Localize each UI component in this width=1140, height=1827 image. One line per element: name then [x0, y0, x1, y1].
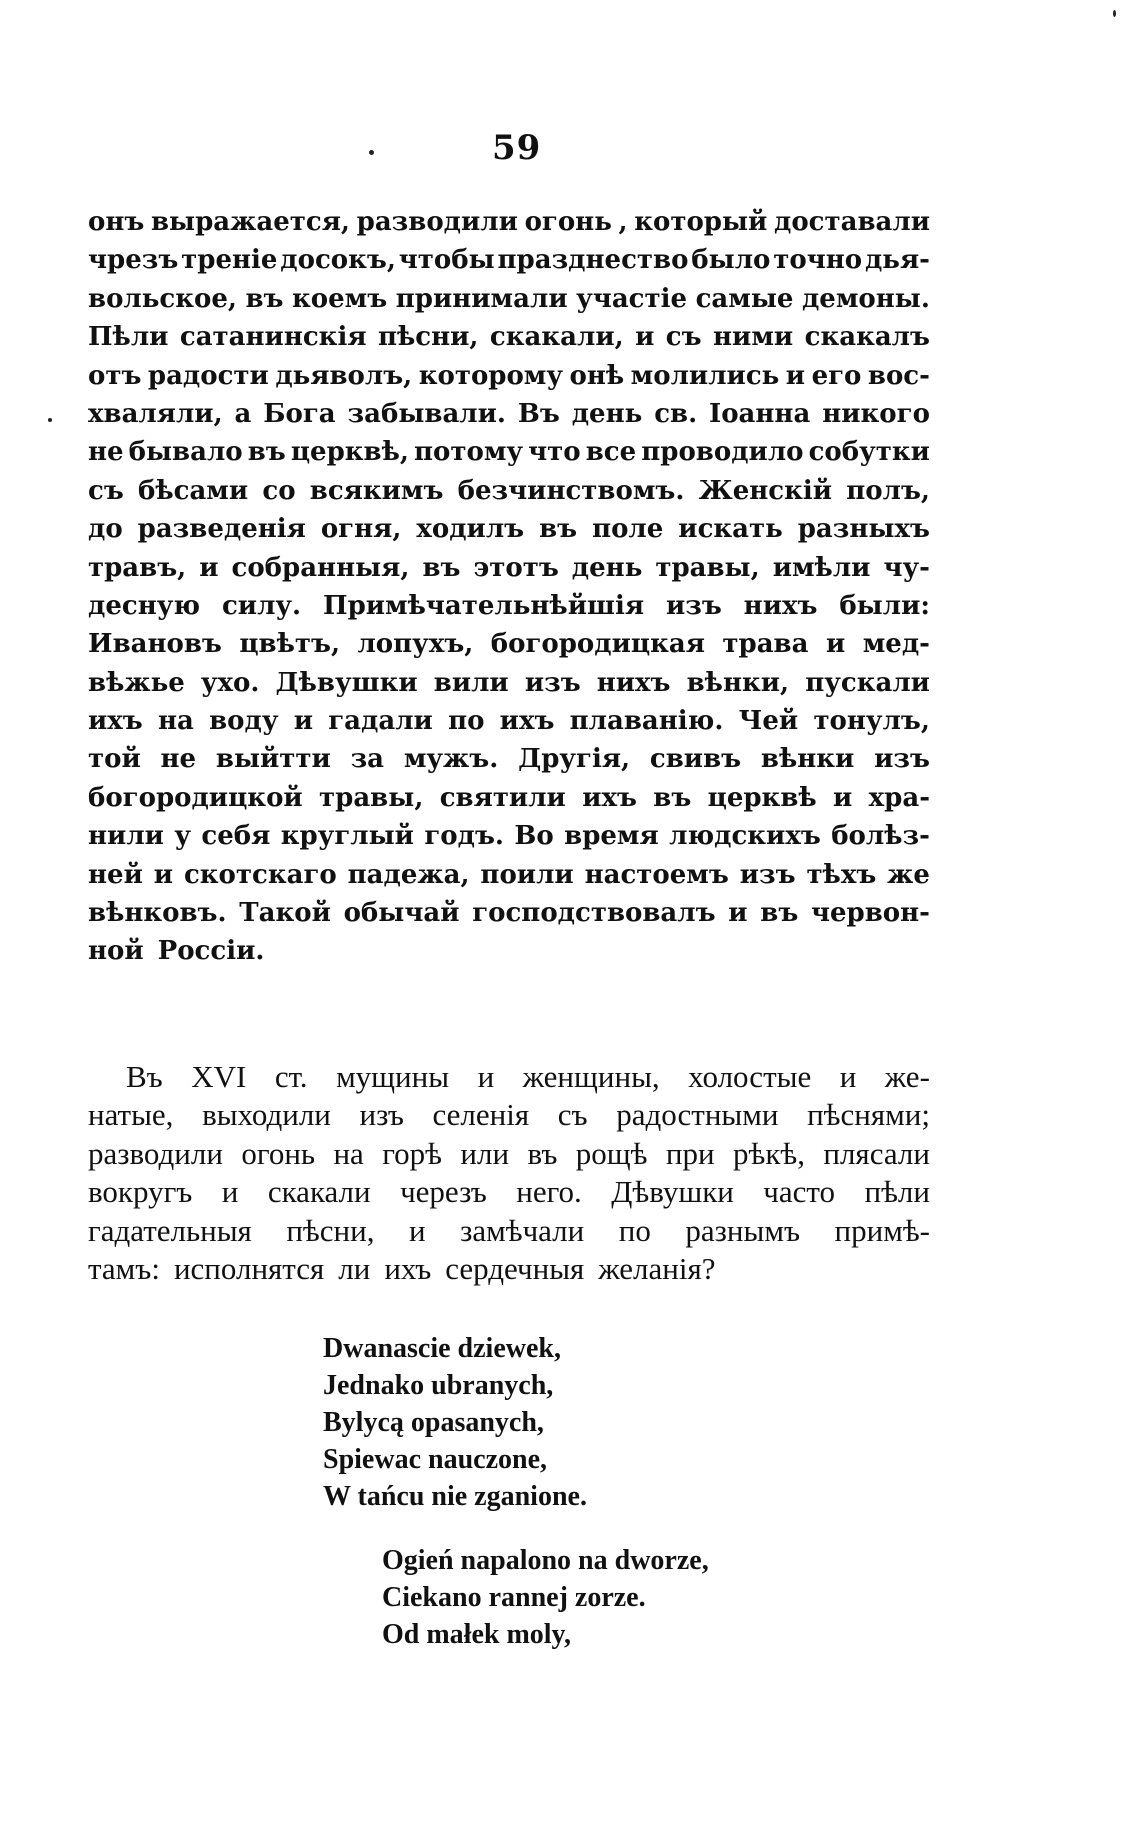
word: ней — [88, 859, 143, 890]
word: поле — [592, 514, 664, 545]
word: плаванію. — [569, 706, 724, 737]
word: него. — [516, 1174, 582, 1210]
word: по — [618, 1212, 651, 1248]
word: Іоанна — [709, 398, 811, 429]
text-line — [88, 549, 930, 587]
word: мужъ. — [403, 744, 499, 775]
text-line — [88, 1173, 930, 1211]
word: разныхъ — [797, 514, 930, 545]
word: безчинствомъ. — [457, 475, 685, 506]
text-line — [88, 587, 930, 625]
word: изъ — [739, 859, 796, 890]
word: который — [634, 207, 768, 237]
word: Дѣвушки — [275, 667, 418, 698]
word: и — [833, 782, 853, 813]
word: разводили — [356, 207, 518, 237]
word: онъ — [88, 207, 145, 237]
word: радостными — [616, 1097, 779, 1133]
word: трава — [722, 629, 809, 660]
word: огонь — [241, 1135, 316, 1171]
word: цвѣтъ, — [239, 629, 340, 660]
text-line — [88, 932, 930, 970]
text-line — [88, 664, 930, 702]
word: было — [691, 245, 771, 276]
word: ходилъ — [416, 514, 525, 545]
word: той — [88, 744, 141, 775]
word: скакали — [267, 1174, 371, 1210]
text-line — [88, 1135, 930, 1173]
word: же- — [884, 1059, 930, 1094]
word: никого — [822, 398, 930, 429]
word: и — [221, 1174, 239, 1210]
word: плясали — [823, 1135, 930, 1171]
verse-line: Jednako ubranych, — [323, 1370, 554, 1401]
word: вѣнки — [760, 744, 855, 775]
word: у — [174, 821, 191, 852]
word: и — [153, 859, 174, 890]
word: десную — [88, 590, 201, 621]
word: доставали — [774, 207, 930, 237]
word: рощѣ — [575, 1135, 648, 1171]
word: ними — [713, 322, 794, 353]
word: и — [728, 898, 748, 929]
verse-line: Od małek moly, — [382, 1619, 572, 1650]
word: черезъ — [400, 1174, 487, 1210]
word: ихъ — [582, 782, 637, 813]
verse-line: Dwanascie dziewek, — [323, 1333, 561, 1364]
word: тонулъ, — [813, 706, 930, 737]
word: Женскій — [698, 475, 833, 506]
word: бѣсами — [137, 475, 249, 506]
word: которому — [418, 360, 564, 391]
verse-line: Ciekano rannej zorze. — [382, 1582, 646, 1613]
word: церквѣ — [707, 782, 817, 813]
word: себя — [201, 821, 271, 852]
word: разводили — [88, 1135, 223, 1171]
word: огня, — [320, 514, 402, 545]
word: въ — [422, 552, 461, 583]
text-line — [88, 856, 930, 894]
word: при — [665, 1135, 715, 1171]
word: вѣжье — [88, 667, 185, 698]
word: точно — [773, 245, 863, 276]
word: не — [88, 437, 124, 468]
text-line — [88, 702, 930, 740]
word: празднество — [497, 245, 689, 276]
word: травы, — [655, 552, 760, 583]
word: и — [293, 706, 314, 737]
word: вос- — [867, 360, 930, 391]
word: до — [88, 514, 123, 545]
verse-line: W tańcu nie zganione. — [323, 1481, 587, 1512]
word: господствовалъ — [472, 898, 716, 929]
word: чтобы — [398, 245, 495, 276]
word: разнымъ — [685, 1212, 800, 1248]
word: Пѣли — [88, 322, 169, 353]
word: нихъ — [596, 667, 671, 698]
word: за — [350, 744, 385, 775]
word: на — [333, 1135, 364, 1171]
word: демоны. — [801, 283, 930, 314]
word: пѣснями; — [807, 1097, 930, 1133]
word: съ — [557, 1097, 588, 1133]
word: свивъ — [649, 744, 742, 775]
word: Чей — [738, 706, 799, 737]
word: дья- — [864, 245, 930, 276]
word: чу- — [883, 552, 930, 583]
word: пускали — [805, 667, 930, 698]
word: что — [528, 437, 581, 468]
word: собутки — [808, 437, 930, 468]
word: Такой — [239, 898, 331, 929]
word: Другія, — [518, 744, 631, 775]
word: тамъ: — [88, 1250, 160, 1286]
word: примѣ- — [834, 1212, 930, 1248]
text-line — [88, 740, 930, 778]
word: пѣли — [864, 1174, 930, 1210]
word: и — [635, 322, 655, 353]
word: чрезъ — [88, 245, 179, 276]
word: св. — [654, 398, 698, 429]
word: дьяволъ, — [275, 360, 413, 391]
word: на — [157, 706, 194, 737]
word: или — [460, 1135, 510, 1171]
word: этотъ — [473, 552, 559, 583]
word: натые, — [88, 1097, 174, 1133]
word: ст. — [274, 1059, 308, 1094]
verse-line: Bylycą opasanych, — [323, 1407, 544, 1438]
word: все — [585, 437, 637, 468]
word: отъ — [88, 360, 142, 391]
word: скотскаго — [183, 859, 337, 890]
word: Россіи. — [157, 936, 265, 967]
word: Въ — [126, 1059, 163, 1094]
word: онѣ — [569, 360, 625, 391]
text-line — [88, 472, 930, 510]
word: треніе — [181, 245, 278, 276]
word: были: — [839, 590, 930, 621]
word: съ — [88, 475, 124, 506]
word: гадательныя — [88, 1212, 252, 1248]
word: по — [448, 706, 485, 737]
word: холостые — [688, 1059, 812, 1094]
word: рѣкѣ, — [732, 1135, 805, 1171]
word: скакали, — [489, 322, 624, 353]
word: богородицкой — [88, 782, 303, 813]
paragraph-1 — [88, 203, 930, 971]
word: мед- — [862, 629, 930, 660]
text-line — [88, 1096, 930, 1134]
ink-speck — [48, 418, 52, 422]
word: забывали. — [347, 398, 506, 429]
word: изъ — [874, 744, 930, 775]
word: время — [564, 821, 659, 852]
word: поили — [480, 859, 574, 890]
word: хваляли, — [88, 398, 223, 429]
word: въ — [247, 437, 286, 468]
word: церквѣ, — [290, 437, 409, 468]
word: женщины, — [522, 1059, 660, 1094]
word: горѣ — [382, 1135, 442, 1171]
word: вѣнки, — [686, 667, 790, 698]
word: гадали — [328, 706, 433, 737]
text-line — [88, 241, 930, 279]
word: выйтти — [215, 744, 331, 775]
text-line — [88, 203, 930, 241]
verse-stanza-2 — [382, 1542, 709, 1653]
text-line — [88, 894, 930, 932]
word: изъ — [665, 590, 722, 621]
word: съ — [665, 322, 702, 353]
word: вольское, — [88, 283, 237, 314]
text-line — [88, 433, 930, 471]
word: выражается, — [150, 207, 350, 237]
word: селенія — [432, 1097, 530, 1133]
word: коемъ — [292, 283, 388, 314]
word: нили — [88, 821, 164, 852]
text-line — [88, 779, 930, 817]
word: искать — [678, 514, 783, 545]
word: огонь — [524, 207, 612, 237]
word: нихъ — [743, 590, 818, 621]
word: Примѣчательнѣйшія — [323, 590, 645, 621]
word: Во — [514, 821, 554, 852]
text-line — [88, 280, 930, 318]
word: а — [234, 398, 252, 429]
ink-speck — [1113, 10, 1116, 17]
word: его — [811, 360, 862, 391]
word: въ — [527, 1135, 558, 1171]
text-line — [88, 510, 930, 548]
text-line — [88, 1250, 930, 1288]
word: пѣсни, — [377, 322, 479, 353]
word: скакалъ — [804, 322, 930, 353]
word: пѣсни, — [286, 1212, 375, 1248]
word: со — [262, 475, 296, 506]
word: травъ, — [88, 552, 187, 583]
text-line — [88, 1212, 930, 1250]
word: травы, — [319, 782, 424, 813]
word: не — [160, 744, 197, 775]
word: болѣз- — [831, 821, 930, 852]
word: ной — [88, 936, 144, 967]
word: въ — [653, 782, 692, 813]
word: богородицкая — [490, 629, 705, 660]
word: въ — [539, 514, 578, 545]
word: ихъ — [88, 706, 143, 737]
word: желанія? — [598, 1250, 716, 1286]
paragraph-2 — [88, 1058, 930, 1288]
word: сердечныя — [445, 1250, 585, 1286]
word: людскихъ — [669, 821, 821, 852]
word: день — [571, 398, 643, 429]
word: имѣли — [772, 552, 871, 583]
word: разведенія — [137, 514, 306, 545]
word: XVI — [191, 1059, 247, 1094]
text-line — [88, 395, 930, 433]
word: святили — [439, 782, 566, 813]
word: собранныя, — [231, 552, 410, 583]
word: изъ — [359, 1097, 404, 1133]
word: годъ. — [424, 821, 504, 852]
word: ли — [338, 1250, 371, 1286]
word: въ — [245, 283, 284, 314]
word: замѣчали — [460, 1212, 585, 1248]
word: настоемъ — [584, 859, 729, 890]
word: день — [571, 552, 643, 583]
word: силу. — [221, 590, 302, 621]
text-line — [88, 817, 930, 855]
word: же — [887, 859, 930, 890]
verse-stanza-1 — [323, 1330, 587, 1515]
word: проводило — [641, 437, 804, 468]
verse-line: Ogień napalono na dworze, — [382, 1545, 709, 1576]
word: вокругъ — [88, 1174, 193, 1210]
word: полъ, — [846, 475, 930, 506]
word: и — [408, 1212, 426, 1248]
word: и — [839, 1059, 857, 1094]
word: обычай — [343, 898, 460, 929]
word: и — [785, 360, 806, 391]
word: Ивановъ — [88, 629, 222, 660]
word: изъ — [524, 667, 581, 698]
text-line — [88, 318, 930, 356]
word: часто — [763, 1174, 836, 1210]
word: и — [477, 1059, 495, 1094]
word: вѣнковъ. — [88, 898, 227, 929]
word: исполнятся — [173, 1250, 325, 1286]
word: лопухъ, — [357, 629, 474, 660]
word: принимали — [395, 283, 568, 314]
text-line — [88, 625, 930, 663]
word: вили — [433, 667, 509, 698]
text-line — [88, 357, 930, 395]
word: круглый — [280, 821, 414, 852]
word: Бога — [263, 398, 336, 429]
ink-speck — [369, 150, 374, 155]
word: радости — [147, 360, 269, 391]
page-number: 59 — [492, 128, 542, 168]
word: ухо. — [200, 667, 260, 698]
word: бывало — [128, 437, 243, 468]
word: досокъ, — [280, 245, 396, 276]
word: въ — [760, 898, 799, 929]
word: червон- — [810, 898, 930, 929]
word: воду — [209, 706, 279, 737]
word: выходили — [202, 1097, 331, 1133]
word: , — [618, 207, 628, 237]
text-line — [88, 1058, 930, 1096]
word: самые — [695, 283, 794, 314]
word: и — [825, 629, 846, 660]
word: Въ — [517, 398, 560, 429]
word: Дѣвушки — [611, 1174, 734, 1210]
word: хра- — [868, 782, 930, 813]
word: тѣхъ — [806, 859, 877, 890]
verse-line: Spiewac nauczone, — [323, 1444, 547, 1475]
word: сатанинскія — [179, 322, 367, 353]
word: ихъ — [499, 706, 555, 737]
word: всякимъ — [309, 475, 444, 506]
word: и — [199, 552, 219, 583]
word: ихъ — [384, 1250, 432, 1286]
word: мущины — [336, 1059, 450, 1094]
word: молились — [630, 360, 780, 391]
word: падежа, — [347, 859, 470, 890]
word: участіе — [576, 283, 688, 314]
word: потому — [414, 437, 524, 468]
